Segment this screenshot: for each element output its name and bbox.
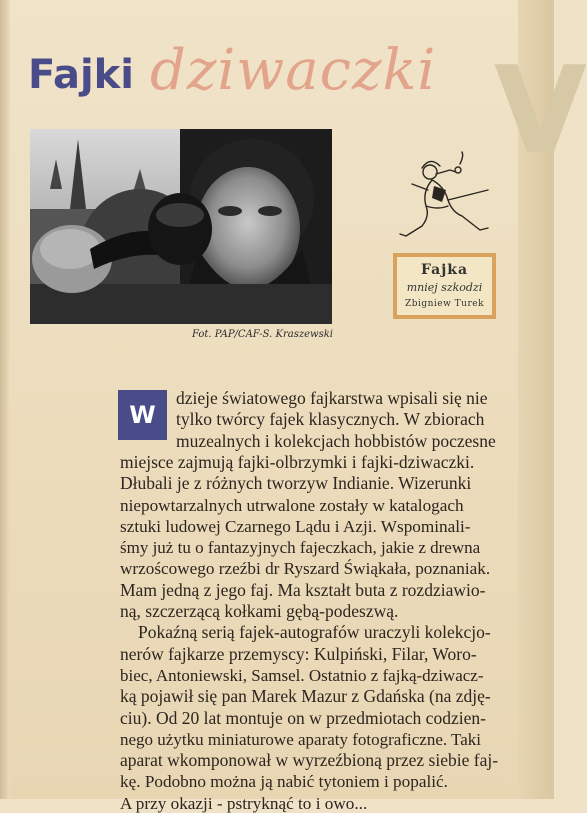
article-line: aparat wkomponował w wyrzeźbioną przez siebie faj- (120, 750, 499, 770)
article-line: tylko twórcy fajek klasycznych. W zbiorach (176, 409, 485, 429)
running-man-icon (392, 150, 502, 250)
article-line: biec, Antoniewski, Samsel. Ostatnio z fajką-dziwacz- (120, 666, 484, 685)
article-line: Dłubali je z różnych tworzyw Indianie. Wizerunki (120, 473, 472, 493)
background-letter: V (494, 42, 587, 181)
article-line: muzealnych i kolekcjach hobbistów poczesne (176, 431, 496, 451)
article-line: sztuki ludowej Czarnego Lądu i Azji. Wspominali- (120, 517, 471, 536)
article-line: miejsce zajmują fajki-olbrzymki i fajki-dziwaczki. (120, 452, 475, 472)
article-line: ką pojawił się pan Marek Mazur z Gdańska (na zdję- (120, 686, 491, 706)
photo-man-with-pipe (30, 129, 332, 324)
article-line: Mam jedną z jego faj. Ma kształt buta z rozdziawio- (120, 580, 486, 600)
badge-title: Fajka (420, 262, 469, 278)
article-photo (30, 129, 332, 324)
photo-caption: Fot. PAP/CAF-S. Kraszewski (192, 329, 333, 340)
article-line: niepowtarzalnych utrwalone zostały w katalogach (120, 496, 464, 515)
article-line: A przy okazji - pstryknąć to i owo... (120, 794, 368, 813)
title-word-2: dziwaczki (150, 38, 437, 103)
article-line: nerów fajkarze przemyscy: Kulpiński, Filar, Woro- (120, 644, 477, 664)
pipe-smoker-illustration (392, 150, 502, 250)
title-word-1: Fajki (28, 52, 134, 98)
article-line: śmy już tu o fantazyjnych fajeczkach, jakie z drewna (120, 538, 481, 557)
article-line: ciu). Od 20 lat montuje on w przedmiotach codzien- (120, 708, 486, 728)
badge-subtitle: mniej szkodzi (406, 281, 483, 294)
badge-author: Zbigniew Turek (404, 299, 485, 309)
article-line: kę. Podobno można ją nabić tytoniem i popalić. (120, 772, 448, 791)
column-badge (393, 253, 496, 319)
page-binding-edge (0, 0, 10, 799)
article-line: ną, szczerzącą kołkami gębą-podeszwą. (120, 601, 399, 621)
drop-cap: W (118, 390, 167, 440)
article-line: nego użytku miniaturowe aparaty fotograficzne. Taki (120, 730, 482, 749)
article-line: wrzoścowego rzeźbi dr Ryszard Świąkała, poznaniak. (120, 559, 491, 578)
article-line: dzieje światowego fajkarstwa wpisali się nie (176, 388, 488, 408)
article-line: Pokaźną serią fajek-autografów uraczyli kolekcjo- (138, 622, 491, 642)
